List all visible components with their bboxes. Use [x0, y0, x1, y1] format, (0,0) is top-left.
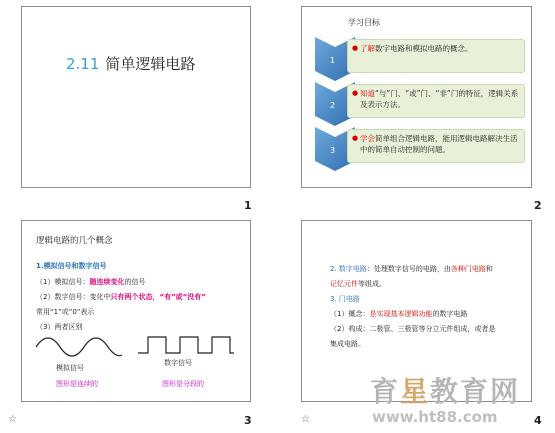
gate-concept	[330, 309, 467, 319]
slide-2[interactable]	[301, 6, 532, 188]
objective-number: 3	[330, 146, 336, 155]
slide-3[interactable]	[21, 220, 251, 402]
slide-3-title: 逻辑电路的几个概念	[36, 236, 113, 246]
text-emphasis: 记忆元件	[330, 280, 358, 288]
objective-item	[315, 127, 527, 171]
bullet-icon: ●	[352, 44, 359, 52]
digital-circuit-definition-cont	[330, 279, 386, 289]
analog-label: 模拟信号	[56, 364, 84, 372]
gate-composition-cont: 集成电路。	[330, 340, 365, 348]
heading-signals: 1.模拟信号和数字信号	[36, 262, 107, 270]
star-icon[interactable]: ☆	[8, 414, 17, 425]
analog-caption: 图形是连续的	[56, 380, 98, 388]
text-emphasis: 只有两个状态，“有”或“没有”	[110, 293, 206, 301]
text-segment: （2）数字信号：变化中	[36, 293, 111, 301]
objective-number: 1	[330, 56, 336, 65]
text-segment: 和	[485, 265, 493, 273]
objective-lead: 学会	[360, 134, 375, 143]
text-segment: 的信号	[124, 278, 146, 286]
objective-text: 简单组合逻辑电路，能用逻辑电路解决生活中的简单自动控制的问题。	[360, 134, 518, 154]
bullet-icon: ●	[352, 89, 359, 97]
section-number: 2.11	[66, 55, 100, 73]
text-segment: 的数字电路	[432, 310, 468, 318]
page-number-3: 3	[244, 414, 252, 427]
text-segment: （1）概念：	[330, 310, 370, 318]
bullet-icon: ●	[352, 134, 359, 142]
text-highlight: 星	[400, 375, 431, 408]
digital-definition	[36, 292, 206, 302]
objective-text-box	[347, 129, 525, 163]
objective-text-box	[347, 39, 525, 73]
digital-wave-icon	[136, 333, 236, 355]
objective-text: “与”门、“或”门、“非”门的特征，逻辑关系及表示方法。	[360, 89, 519, 109]
text-segment: 育	[370, 375, 401, 408]
text-emphasis: 随连续变化	[89, 278, 125, 286]
analog-definition	[36, 277, 145, 287]
objective-number: 2	[330, 101, 336, 110]
objectives-heading: 学习目标	[348, 18, 380, 27]
objective-text-box	[347, 84, 525, 118]
text-segment: ：处理数字信号的电路，由	[366, 265, 451, 273]
objective-text: 数字电路和模拟电路的概念。	[375, 44, 473, 53]
text-segment: 教育网	[430, 375, 521, 408]
slide-1-title	[66, 53, 195, 74]
text-segment: 等组成。	[358, 280, 386, 288]
text-highlight: 数字电路	[338, 265, 367, 273]
slide-1[interactable]	[21, 6, 251, 188]
digital-caption: 图形是分段的	[162, 380, 204, 388]
digital-label: 数字信号	[164, 359, 192, 367]
page-number-4: 4	[534, 414, 542, 427]
text-emphasis: 各种门电路	[450, 265, 486, 273]
gate-composition: （2）构成：二极管、三极管等分立元件组成，或者是	[330, 325, 496, 333]
watermark-url: www.ht88.com	[372, 408, 498, 426]
page-number-1: 1	[244, 199, 252, 212]
difference-heading: （3）两者区别	[36, 323, 83, 331]
objective-lead: 知道	[360, 89, 375, 98]
star-icon[interactable]: ☆	[301, 414, 310, 425]
objective-item	[315, 37, 527, 81]
title-text: 简单逻辑电路	[105, 55, 196, 73]
heading-gate-circuit: 3. 门电路	[330, 295, 360, 303]
objective-item	[315, 82, 527, 126]
digital-definition-cont: 常用“1”或“0”表示	[36, 308, 95, 316]
text-emphasis: 是实现基本逻辑功能	[369, 310, 433, 318]
text-segment: 2.	[330, 265, 339, 273]
watermark-logo	[370, 370, 520, 410]
objective-lead: 了解	[360, 44, 375, 53]
page-number-2: 2	[534, 199, 542, 212]
digital-circuit-definition	[330, 264, 493, 274]
text-segment: （1）模拟信号：	[36, 278, 90, 286]
analog-wave-icon	[34, 335, 124, 359]
